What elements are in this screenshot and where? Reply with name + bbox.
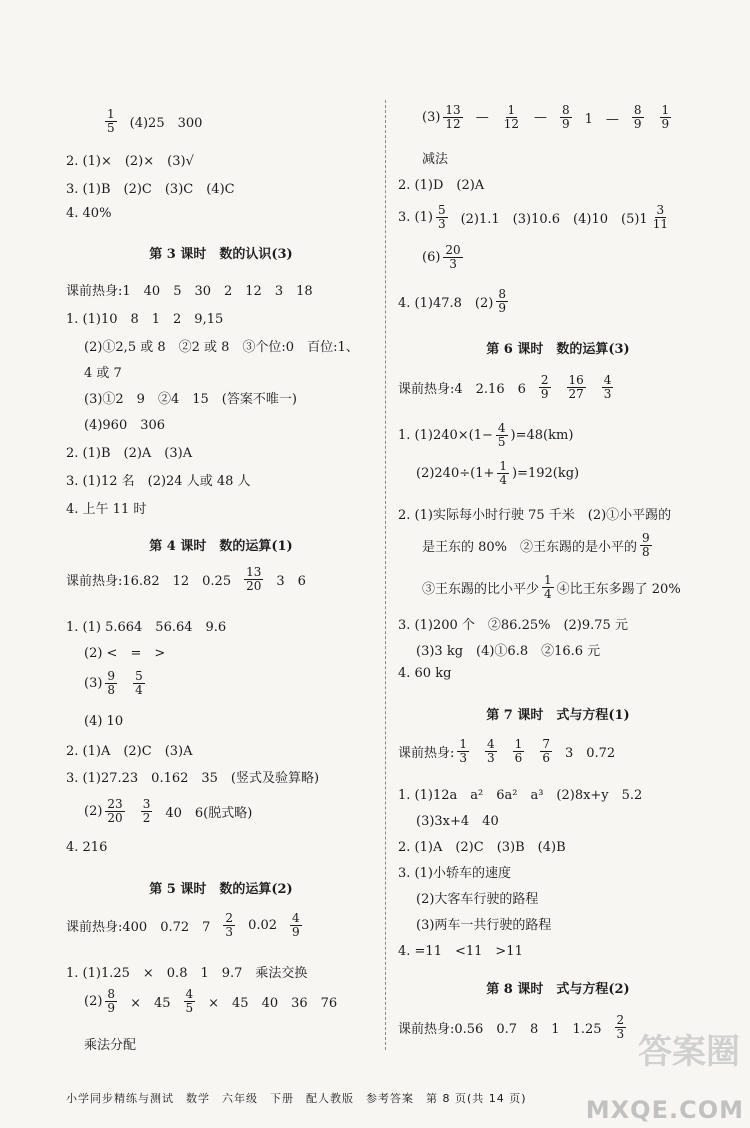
fraction: $\frac{20}{3}$ (445, 243, 461, 271)
answer-line: 乘法分配 (84, 1038, 137, 1053)
page-footer: 小学同步精练与测试 数学 六年级 下册 配人教版 参考答案 第 8 页(共 14 页) (66, 1092, 527, 1105)
section-heading: 第 3 课时 数的认识(3) (149, 247, 293, 262)
fraction: $\frac{2}{3}$ (225, 911, 234, 939)
answer-line: 课前热身:400 0.72 7 $\frac{2}{3}$ 0.02 $\frac{4}{9}$ (66, 911, 300, 939)
answer-line: 课前热身:1 40 5 30 2 12 3 18 (66, 284, 313, 299)
fraction: $\frac{4}{9}$ (292, 911, 300, 939)
answer-line: (2)①2,5 或 8 ②2 或 8 ③个位:0 百位:1、 (84, 340, 359, 355)
answer-line: (2)大客车行驶的路程 (416, 892, 539, 907)
answer-line: 3. (1)27.23 0.162 35 (竖式及验算略) (66, 771, 320, 786)
section-heading: 第 7 课时 式与方程(1) (486, 708, 630, 723)
fraction: $\frac{16}{27}$ (568, 373, 584, 401)
answer-line: 减法 (422, 152, 449, 167)
answer-line: 4. 40% (66, 206, 112, 221)
answer-line: 2. (1)A (2)C (3)A (66, 744, 193, 759)
answer-line: 1. (1) 5.664 56.64 9.6 (66, 620, 227, 635)
fraction: $\frac{7}{6}$ (542, 737, 550, 765)
answer-line: 4. =11 <11 >11 (398, 944, 523, 959)
answer-line: 4. 216 (66, 840, 108, 855)
fraction: $\frac{3}{11}$ (652, 203, 668, 231)
answer-line: 4. 上午 11 时 (66, 502, 147, 517)
answer-line: 1. (1)10 8 1 2 9,15 (66, 312, 224, 327)
answer-line: (3) $\frac{13}{12}$ — $\frac{1}{12}$ — $\frac{8}{9}$ 1 — $\frac{8}{9}$ $\frac{1}{9}$ (422, 103, 670, 131)
watermark: MXQE.COM (585, 1096, 744, 1124)
fraction: $\frac{8}{9}$ (633, 103, 642, 131)
fraction: $\frac{4}{5}$ (185, 987, 194, 1015)
fraction: $\frac{1}{3}$ (459, 737, 468, 765)
answer-line: 3. (1)12 名 (2)24 人或 48 人 (66, 474, 251, 489)
answer-line: 1. (1)12a a² 6a² a³ (2)8x+y 5.2 (398, 788, 643, 803)
fraction: $\frac{1}{4}$ (499, 459, 507, 487)
column-divider (385, 100, 386, 1050)
section-heading: 第 8 课时 式与方程(2) (486, 982, 630, 997)
answer-line: 2. (1)B (2)A (3)A (66, 446, 193, 461)
answer-line: 课前热身:0.56 0.7 8 1 1.25 $\frac{2}{3}$ (398, 1013, 625, 1041)
fraction: $\frac{9}{8}$ (642, 531, 650, 559)
fraction: $\frac{8}{9}$ (498, 287, 506, 315)
fraction: $\frac{23}{20}$ (107, 797, 123, 825)
answer-line: 2. (1)× (2)× (3)√ (66, 154, 194, 169)
fraction: $\frac{13}{20}$ (246, 565, 262, 593)
fraction: $\frac{13}{12}$ (445, 103, 461, 131)
fraction: $\frac{4}{3}$ (487, 737, 495, 765)
answer-line: (3)①2 9 ②4 15 (答案不唯一) (84, 392, 297, 407)
section-heading: 第 4 课时 数的运算(1) (149, 539, 293, 554)
section-heading: 第 6 课时 数的运算(3) (486, 342, 630, 357)
fraction: $\frac{5}{3}$ (437, 203, 446, 231)
watermark-badge: 答案圈 (638, 1032, 740, 1072)
answer-line: 课前热身:4 2.16 6 $\frac{2}{9}$ $\frac{16}{27}$ $\frac{4}{3}$ (398, 373, 612, 401)
fraction: $\frac{2}{3}$ (616, 1013, 625, 1041)
answer-line: 4 或 7 (84, 366, 122, 381)
answer-line: 3. (1)200 个 ②86.25% (2)9.75 元 (398, 618, 628, 633)
answer-line: (2)240÷(1+ $\frac{1}{4}$ )=192(kg) (416, 459, 580, 487)
answer-line: $\frac{1}{5}$ (4)25 300 (107, 107, 203, 135)
fraction: $\frac{8}{9}$ (107, 987, 116, 1015)
answer-line: (4)960 306 (84, 418, 166, 433)
answer-line: (4) 10 (84, 714, 124, 729)
fraction: $\frac{8}{9}$ (561, 103, 570, 131)
fraction: $\frac{2}{9}$ (540, 373, 549, 401)
fraction: $\frac{4}{5}$ (497, 421, 506, 449)
answer-line: 1. (1)1.25 × 0.8 1 9.7 乘法交换 (66, 966, 308, 981)
answer-line: (3)3x+4 40 (416, 814, 499, 829)
answer-line: (3) $\frac{9}{8}$ $\frac{5}{4}$ (84, 669, 143, 697)
answer-line: (3)3 kg (4)①6.8 ②16.6 元 (416, 644, 601, 659)
fraction: $\frac{1}{6}$ (514, 737, 523, 765)
answer-line: 2. (1)实际每小时行驶 75 千米 (2)①小平踢的 (398, 508, 672, 523)
fraction: $\frac{4}{3}$ (603, 373, 612, 401)
answer-line: 2. (1)D (2)A (398, 178, 485, 193)
answer-line: (2) $\frac{8}{9}$ × 45 $\frac{4}{5}$ × 45 40 36 76 (84, 987, 338, 1015)
fraction: $\frac{3}{2}$ (142, 797, 151, 825)
answer-line: (3)两车一共行驶的路程 (416, 918, 552, 933)
fraction: $\frac{1}{12}$ (503, 103, 519, 131)
answer-line: (6) $\frac{20}{3}$ (422, 243, 461, 271)
answer-line: 课前热身: $\frac{1}{3}$ $\frac{4}{3}$ $\frac{1}{6}$ $\frac{7}{6}$ 3 0.72 (398, 737, 616, 765)
answer-line: ③王东踢的比小平少 $\frac{1}{4}$ ④比王东多踢了 20% (422, 573, 681, 601)
answer-line: 2. (1)A (2)C (3)B (4)B (398, 840, 566, 855)
fraction: $\frac{1}{4}$ (544, 573, 552, 601)
answer-line: 课前热身:16.82 12 0.25 $\frac{13}{20}$ 3 6 (66, 565, 306, 593)
answer-line: 3. (1)小轿车的速度 (398, 866, 511, 881)
answer-line: (2) $\frac{23}{20}$ $\frac{3}{2}$ 40 6(脱式略) (84, 797, 253, 825)
fraction: $\frac{1}{5}$ (107, 107, 115, 135)
answer-line: 3. (1) $\frac{5}{3}$ (2)1.1 (3)10.6 (4)10 (5)1 $\frac{3}{11}$ (398, 203, 668, 231)
fraction: $\frac{1}{9}$ (661, 103, 670, 131)
fraction: $\frac{9}{8}$ (107, 669, 116, 697)
answer-line: 4. (1)47.8 (2) $\frac{8}{9}$ (398, 287, 506, 315)
answer-line: (2) < = > (84, 646, 166, 661)
answer-line: 3. (1)B (2)C (3)C (4)C (66, 182, 235, 197)
section-heading: 第 5 课时 数的运算(2) (149, 882, 293, 897)
answer-line: 是王东的 80% ②王东踢的是小平的 $\frac{9}{8}$ (422, 531, 650, 559)
fraction: $\frac{5}{4}$ (135, 669, 143, 697)
answer-line: 4. 60 kg (398, 666, 452, 681)
answer-line: 1. (1)240×(1− $\frac{4}{5}$ )=48(km) (398, 421, 574, 449)
